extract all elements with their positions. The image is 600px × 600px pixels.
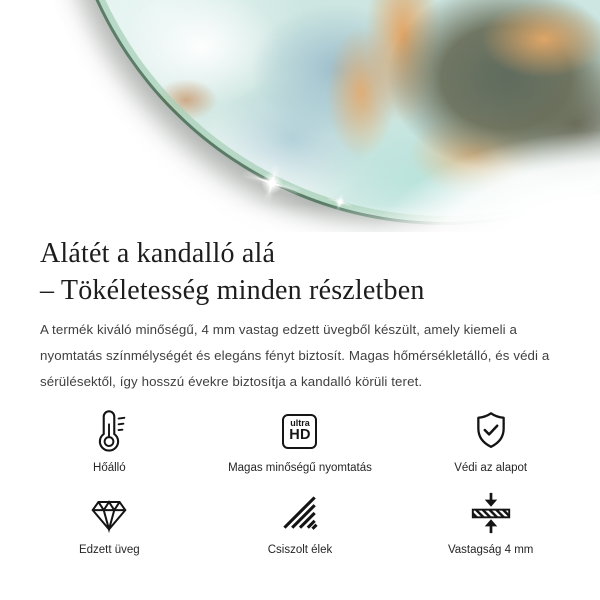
page-title-line1: Alátét a kandalló alá (40, 238, 276, 269)
feature-label: Magas minőségű nyomtatás (228, 462, 372, 474)
shield-check-icon (468, 407, 514, 455)
thickness-icon (468, 489, 514, 537)
feature-grid (14, 407, 586, 557)
feature-label: Vastagság 4 mm (447, 544, 534, 556)
ultra-hd-text-bottom: HD (289, 427, 311, 443)
feature-polished-edges (205, 489, 396, 557)
ultra-hd-icon (282, 407, 317, 455)
feature-label: Hőálló (93, 462, 126, 474)
feature-thickness (395, 489, 586, 557)
polished-edges-icon (278, 489, 322, 537)
product-photo (0, 0, 600, 232)
feature-heat-resistant (14, 407, 205, 475)
feature-label: Edzett üveg (78, 544, 140, 556)
ultra-hd-text-top: ultra (290, 418, 310, 428)
product-description-section (0, 235, 600, 395)
feature-label: Védi az alapot (454, 462, 528, 474)
diamond-icon (86, 489, 132, 537)
glass-hearth-pad-image (61, 0, 600, 225)
feature-high-quality-print (205, 407, 396, 475)
thermometer-icon (86, 407, 132, 455)
feature-label: Csiszolt élek (267, 544, 333, 556)
page-title-line2: – Tökéletesség minden részletben (40, 275, 425, 306)
page-title (40, 235, 560, 309)
feature-protects-base (395, 407, 586, 475)
feature-tempered-glass (14, 489, 205, 557)
product-description-text: A termék kiváló minőségű, 4 mm vastag edzett üvegből készült, amely kiemeli a nyomtatás színmélységét és elegáns fényt biztosít. Magas hőmérsékletálló, és védi a sérülésektől, így hosszú évekre biztosítja a kandalló körüli teret. (40, 322, 550, 389)
